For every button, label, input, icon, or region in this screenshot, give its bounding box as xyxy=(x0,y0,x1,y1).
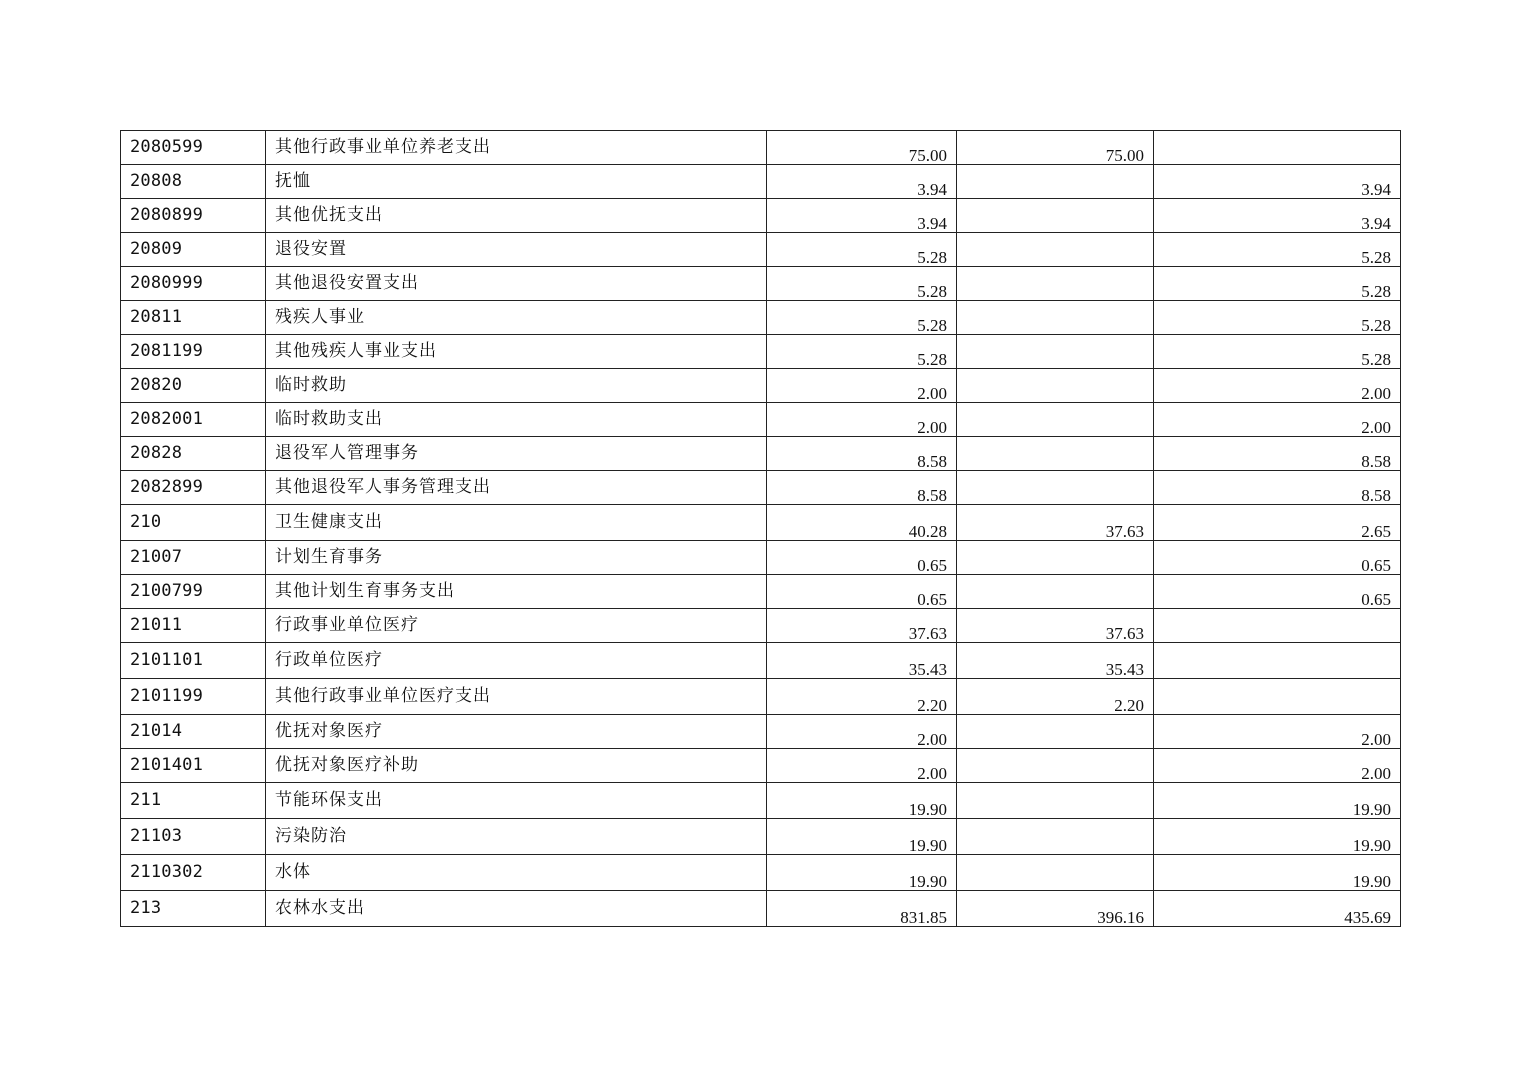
project-expenditure-cell: 3.94 xyxy=(1154,199,1401,233)
basic-expenditure-cell xyxy=(957,749,1154,783)
item-code-cell: 211 xyxy=(121,783,266,819)
table-row xyxy=(121,267,1401,301)
basic-expenditure-cell xyxy=(957,715,1154,749)
table-body xyxy=(121,131,1401,927)
item-name-cell: 临时救助支出 xyxy=(266,403,767,437)
item-name-cell: 其他退役军人事务管理支出 xyxy=(266,471,767,505)
basic-expenditure-cell: 75.00 xyxy=(957,131,1154,165)
item-name-cell: 抚恤 xyxy=(266,165,767,199)
project-expenditure-cell: 2.00 xyxy=(1154,715,1401,749)
basic-expenditure-cell xyxy=(957,165,1154,199)
table-row xyxy=(121,643,1401,679)
table-row xyxy=(121,403,1401,437)
basic-expenditure-cell xyxy=(957,437,1154,471)
total-amount-cell: 2.00 xyxy=(767,749,957,783)
table-row xyxy=(121,199,1401,233)
table-row xyxy=(121,437,1401,471)
total-amount-cell: 5.28 xyxy=(767,267,957,301)
basic-expenditure-cell xyxy=(957,819,1154,855)
basic-expenditure-cell xyxy=(957,199,1154,233)
total-amount-cell: 3.94 xyxy=(767,165,957,199)
basic-expenditure-cell xyxy=(957,541,1154,575)
item-name-cell: 卫生健康支出 xyxy=(266,505,767,541)
project-expenditure-cell: 0.65 xyxy=(1154,575,1401,609)
table-row xyxy=(121,505,1401,541)
basic-expenditure-cell xyxy=(957,335,1154,369)
project-expenditure-cell: 5.28 xyxy=(1154,335,1401,369)
total-amount-cell: 5.28 xyxy=(767,233,957,267)
project-expenditure-cell: 19.90 xyxy=(1154,819,1401,855)
item-name-cell: 节能环保支出 xyxy=(266,783,767,819)
total-amount-cell: 831.85 xyxy=(767,891,957,927)
project-expenditure-cell: 8.58 xyxy=(1154,437,1401,471)
item-code-cell: 21103 xyxy=(121,819,266,855)
project-expenditure-cell: 5.28 xyxy=(1154,267,1401,301)
total-amount-cell: 2.00 xyxy=(767,369,957,403)
item-name-cell: 其他优抚支出 xyxy=(266,199,767,233)
item-code-cell: 2110302 xyxy=(121,855,266,891)
table-row xyxy=(121,165,1401,199)
table-row xyxy=(121,819,1401,855)
item-name-cell: 临时救助 xyxy=(266,369,767,403)
item-code-cell: 20811 xyxy=(121,301,266,335)
project-expenditure-cell: 5.28 xyxy=(1154,233,1401,267)
item-code-cell: 2082899 xyxy=(121,471,266,505)
total-amount-cell: 0.65 xyxy=(767,575,957,609)
table-row xyxy=(121,679,1401,715)
table-row xyxy=(121,541,1401,575)
basic-expenditure-cell xyxy=(957,267,1154,301)
total-amount-cell: 8.58 xyxy=(767,471,957,505)
total-amount-cell: 2.00 xyxy=(767,715,957,749)
project-expenditure-cell: 2.00 xyxy=(1154,403,1401,437)
item-name-cell: 计划生育事务 xyxy=(266,541,767,575)
item-code-cell: 21007 xyxy=(121,541,266,575)
total-amount-cell: 19.90 xyxy=(767,855,957,891)
basic-expenditure-cell xyxy=(957,471,1154,505)
total-amount-cell: 40.28 xyxy=(767,505,957,541)
item-name-cell: 水体 xyxy=(266,855,767,891)
project-expenditure-cell: 19.90 xyxy=(1154,855,1401,891)
project-expenditure-cell: 5.28 xyxy=(1154,301,1401,335)
item-code-cell: 20820 xyxy=(121,369,266,403)
table-row xyxy=(121,131,1401,165)
item-name-cell: 行政事业单位医疗 xyxy=(266,609,767,643)
item-name-cell: 农林水支出 xyxy=(266,891,767,927)
basic-expenditure-cell xyxy=(957,403,1154,437)
table-row xyxy=(121,335,1401,369)
project-expenditure-cell xyxy=(1154,609,1401,643)
project-expenditure-cell: 2.65 xyxy=(1154,505,1401,541)
total-amount-cell: 2.20 xyxy=(767,679,957,715)
table-row xyxy=(121,783,1401,819)
item-code-cell: 213 xyxy=(121,891,266,927)
item-code-cell: 2080899 xyxy=(121,199,266,233)
item-code-cell: 2080999 xyxy=(121,267,266,301)
total-amount-cell: 5.28 xyxy=(767,335,957,369)
total-amount-cell: 8.58 xyxy=(767,437,957,471)
total-amount-cell: 35.43 xyxy=(767,643,957,679)
total-amount-cell: 75.00 xyxy=(767,131,957,165)
item-code-cell: 2101401 xyxy=(121,749,266,783)
table-row xyxy=(121,749,1401,783)
table-row xyxy=(121,891,1401,927)
table-row xyxy=(121,609,1401,643)
item-code-cell: 2101101 xyxy=(121,643,266,679)
project-expenditure-cell: 19.90 xyxy=(1154,783,1401,819)
project-expenditure-cell xyxy=(1154,679,1401,715)
total-amount-cell: 2.00 xyxy=(767,403,957,437)
project-expenditure-cell: 3.94 xyxy=(1154,165,1401,199)
item-name-cell: 其他行政事业单位医疗支出 xyxy=(266,679,767,715)
project-expenditure-cell: 2.00 xyxy=(1154,369,1401,403)
item-name-cell: 退役军人管理事务 xyxy=(266,437,767,471)
basic-expenditure-cell xyxy=(957,575,1154,609)
item-name-cell: 优抚对象医疗补助 xyxy=(266,749,767,783)
project-expenditure-cell: 435.69 xyxy=(1154,891,1401,927)
table-row xyxy=(121,715,1401,749)
item-code-cell: 20808 xyxy=(121,165,266,199)
item-code-cell: 210 xyxy=(121,505,266,541)
item-name-cell: 其他计划生育事务支出 xyxy=(266,575,767,609)
basic-expenditure-cell xyxy=(957,301,1154,335)
item-code-cell: 2101199 xyxy=(121,679,266,715)
item-code-cell: 2080599 xyxy=(121,131,266,165)
basic-expenditure-cell: 35.43 xyxy=(957,643,1154,679)
basic-expenditure-cell xyxy=(957,369,1154,403)
item-name-cell: 行政单位医疗 xyxy=(266,643,767,679)
total-amount-cell: 3.94 xyxy=(767,199,957,233)
item-name-cell: 其他退役安置支出 xyxy=(266,267,767,301)
basic-expenditure-cell: 37.63 xyxy=(957,505,1154,541)
project-expenditure-cell xyxy=(1154,643,1401,679)
basic-expenditure-cell xyxy=(957,855,1154,891)
total-amount-cell: 19.90 xyxy=(767,819,957,855)
table-row xyxy=(121,301,1401,335)
item-name-cell: 优抚对象医疗 xyxy=(266,715,767,749)
project-expenditure-cell: 2.00 xyxy=(1154,749,1401,783)
total-amount-cell: 19.90 xyxy=(767,783,957,819)
table-row xyxy=(121,369,1401,403)
item-code-cell: 21014 xyxy=(121,715,266,749)
table-row xyxy=(121,233,1401,267)
item-code-cell: 2082001 xyxy=(121,403,266,437)
item-code-cell: 20809 xyxy=(121,233,266,267)
item-code-cell: 21011 xyxy=(121,609,266,643)
item-name-cell: 残疾人事业 xyxy=(266,301,767,335)
item-code-cell: 2081199 xyxy=(121,335,266,369)
total-amount-cell: 5.28 xyxy=(767,301,957,335)
table-row xyxy=(121,855,1401,891)
project-expenditure-cell: 0.65 xyxy=(1154,541,1401,575)
item-name-cell: 其他行政事业单位养老支出 xyxy=(266,131,767,165)
basic-expenditure-cell: 396.16 xyxy=(957,891,1154,927)
project-expenditure-cell: 8.58 xyxy=(1154,471,1401,505)
item-name-cell: 污染防治 xyxy=(266,819,767,855)
item-code-cell: 2100799 xyxy=(121,575,266,609)
item-name-cell: 退役安置 xyxy=(266,233,767,267)
basic-expenditure-cell xyxy=(957,783,1154,819)
basic-expenditure-cell: 37.63 xyxy=(957,609,1154,643)
basic-expenditure-cell: 2.20 xyxy=(957,679,1154,715)
item-name-cell: 其他残疾人事业支出 xyxy=(266,335,767,369)
table-row xyxy=(121,471,1401,505)
basic-expenditure-cell xyxy=(957,233,1154,267)
budget-expenditure-table xyxy=(120,130,1401,927)
total-amount-cell: 0.65 xyxy=(767,541,957,575)
table-row xyxy=(121,575,1401,609)
total-amount-cell: 37.63 xyxy=(767,609,957,643)
project-expenditure-cell xyxy=(1154,131,1401,165)
item-code-cell: 20828 xyxy=(121,437,266,471)
